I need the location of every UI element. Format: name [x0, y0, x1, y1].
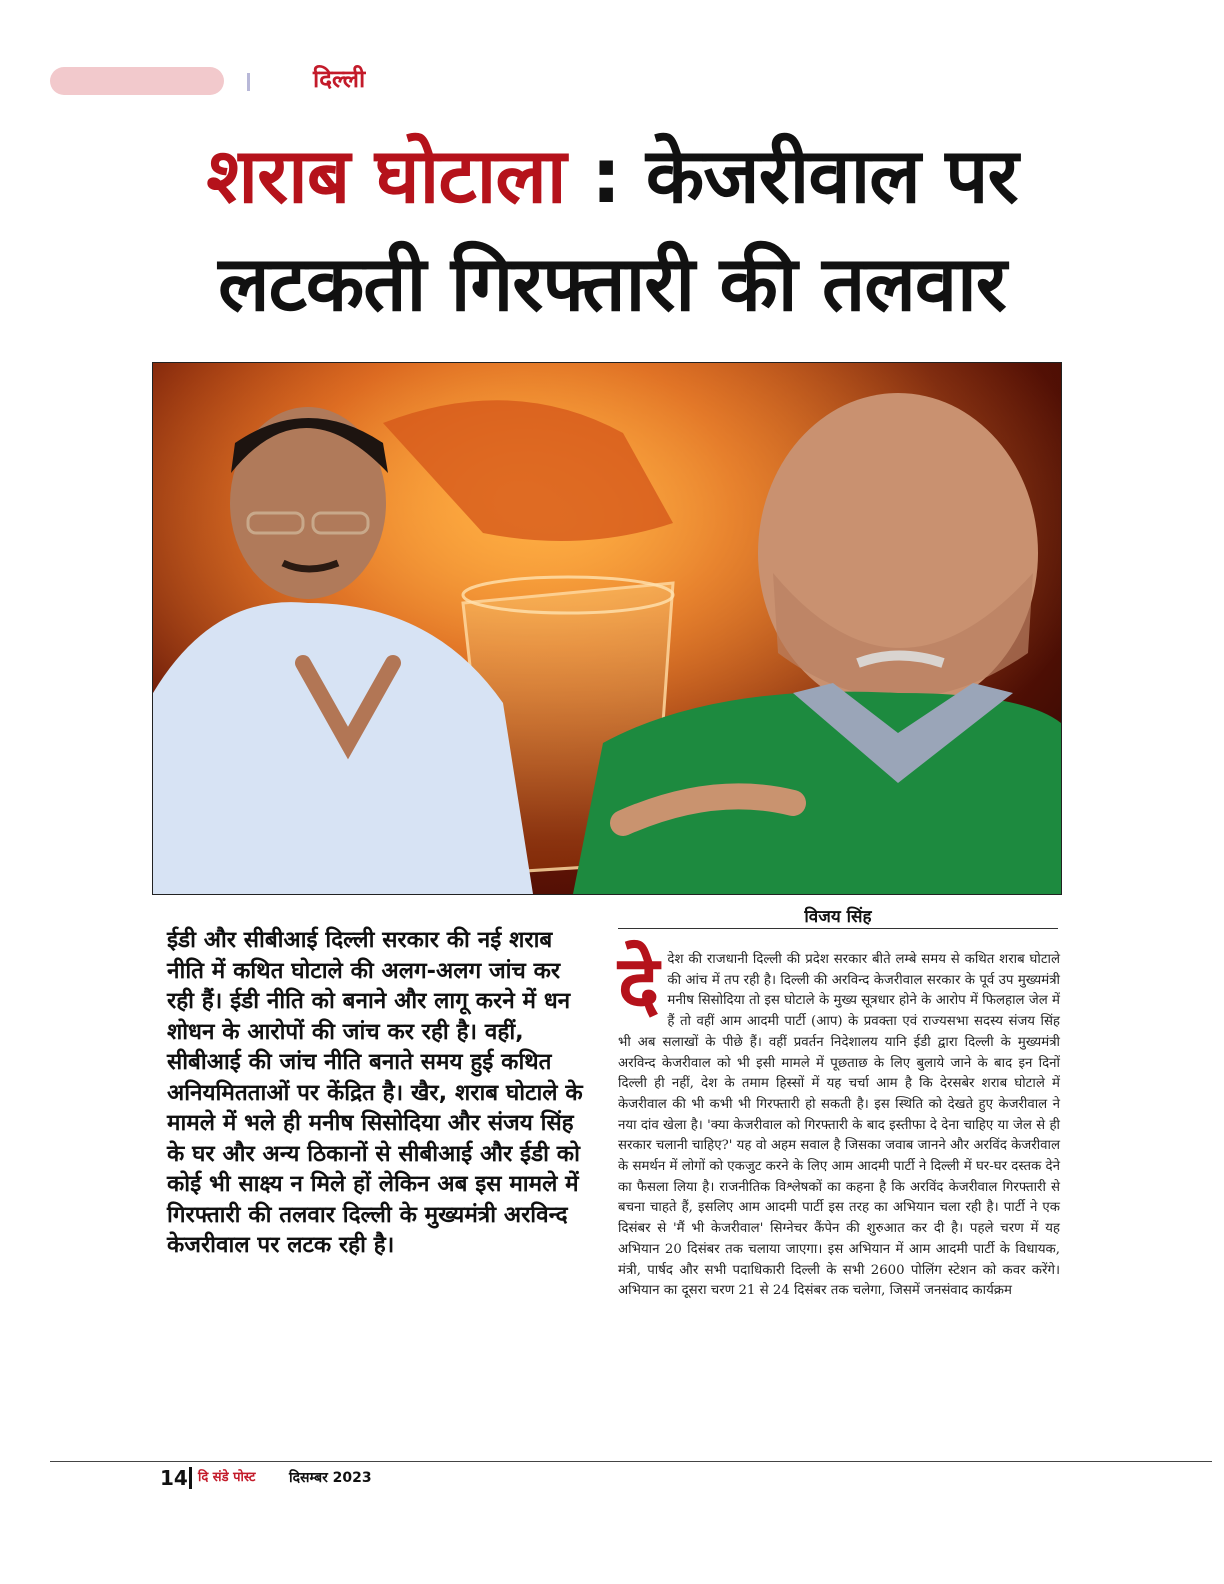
author-name: विजय सिंह: [804, 907, 872, 927]
page-number: 14: [160, 1466, 188, 1490]
footer-separator: [189, 1467, 192, 1489]
headline-red-part: शराब घोटाला: [206, 131, 566, 220]
author-divider: [618, 928, 1058, 929]
dropcap: दे: [618, 940, 660, 1030]
issue-date: दिसम्बर 2023: [289, 1470, 372, 1486]
footer-divider: [50, 1461, 1212, 1462]
header-divider: [247, 73, 250, 91]
header-pill-decoration: [50, 67, 224, 95]
article-body: [618, 940, 1060, 1302]
intro-paragraph: ईडी और सीबीआई दिल्ली सरकार की नई शराब नीति में कथित घोटाले की अलग-अलग जांच कर रही हैं। ईडी नीति को बनाने और लागू करने में धन शोधन के आरोपों की जांच कर रही है। वहीं, सीबीआई की जांच नीति बनाते समय हुई कथित अनियमितताओं पर केंद्रित है। खैर, शराब घोटाले के मामले में भले ही मनीष सिसोदिया और संजय सिंह के घर और अन्य ठिकानों से सीबीआई और ईडी को कोई भी साक्ष्य न मिले हों लेकिन अब इस मामले में गिरफ्तारी की तलवार दिल्ली के मुख्यमंत्री अरविन्द केजरीवाल पर लटक रही है।: [167, 927, 583, 1258]
article-body-text: देश की राजधानी दिल्ली की प्रदेश सरकार बीते लम्बे समय से कथित शराब घोटाले की आंच में तप रही है। दिल्ली की अरविन्द केजरीवाल सरकार के पूर्व उप मुख्यमंत्री मनीष सिसोदिया तो इस घोटाले के मुख्य सूत्रधार होने के आरोप में फिलहाल जेल में हैं तो वहीं आम आदमी पार्टी (आप) के प्रवक्ता एवं राज्यसभा सदस्य संजय सिंह भी अब सलाखों के पीछे हैं। वहीं प्रवर्तन निदेशालय यानि ईडी द्वारा दिल्ली के मुख्यमंत्री अरविन्द केजरीवाल को भी इसी मामले में पूछताछ के लिए बुलाये जाने के बाद इन दिनों दिल्ली ही नहीं, देश के तमाम हिस्सों में यह चर्चा आम है कि देरसबेर शराब घोटाले में केजरीवाल की भी कभी भी गिरफ्तारी हो सकती है। इस स्थिति को देखते हुए केजरीवाल ने नया दांव खेला है। 'क्या केजरीवाल को गिरफ्तारी के बाद इस्तीफा दे देना चाहिए या जेल से ही सरकार चलानी चाहिए?' यह वो अहम सवाल है जिसका जवाब जानने और अरविंद केजरीवाल के समर्थन में लोगों को एकजुट करने के लिए आम आदमी पार्टी ने दिल्ली में घर-घर दस्तक देने का फैसला लिया है। राजनीतिक विश्लेषकों का कहना है कि अरविंद केजरीवाल गिरफ्तारी से बचना चाहते हैं, इसलिए आम आदमी पार्टी इस तरह का अभियान चला रही है। पार्टी ने एक दिसंबर से 'मैं भी केजरीवाल' सिग्नेचर कैंपेन की शुरुआत कर दी है। पहले चरण में यह अभियान 20 दिसंबर तक चलाया जाएगा। इस अभियान में आम आदमी पार्टी के विधायक, मंत्री, पार्षद और सभी पदाधिकारी दिल्ली के सभी 2600 पोलिंग स्टेशन को कवर करेंगे। अभियान का दूसरा चरण 21 से 24 दिसंबर तक चलेगा, जिसमें जनसंवाद कार्यक्रम: [618, 952, 1060, 1299]
photo-illustration: [153, 363, 1061, 894]
headline: [120, 122, 1104, 338]
article-photo: [152, 362, 1062, 895]
magazine-logo: दि संडे पोस्ट: [198, 1470, 256, 1485]
headline-black-part: : केजरीवाल पर: [565, 131, 1018, 220]
section-label: दिल्ली: [313, 65, 366, 93]
headline-line2: लटकती गिरफ्तारी की तलवार: [218, 239, 1006, 328]
